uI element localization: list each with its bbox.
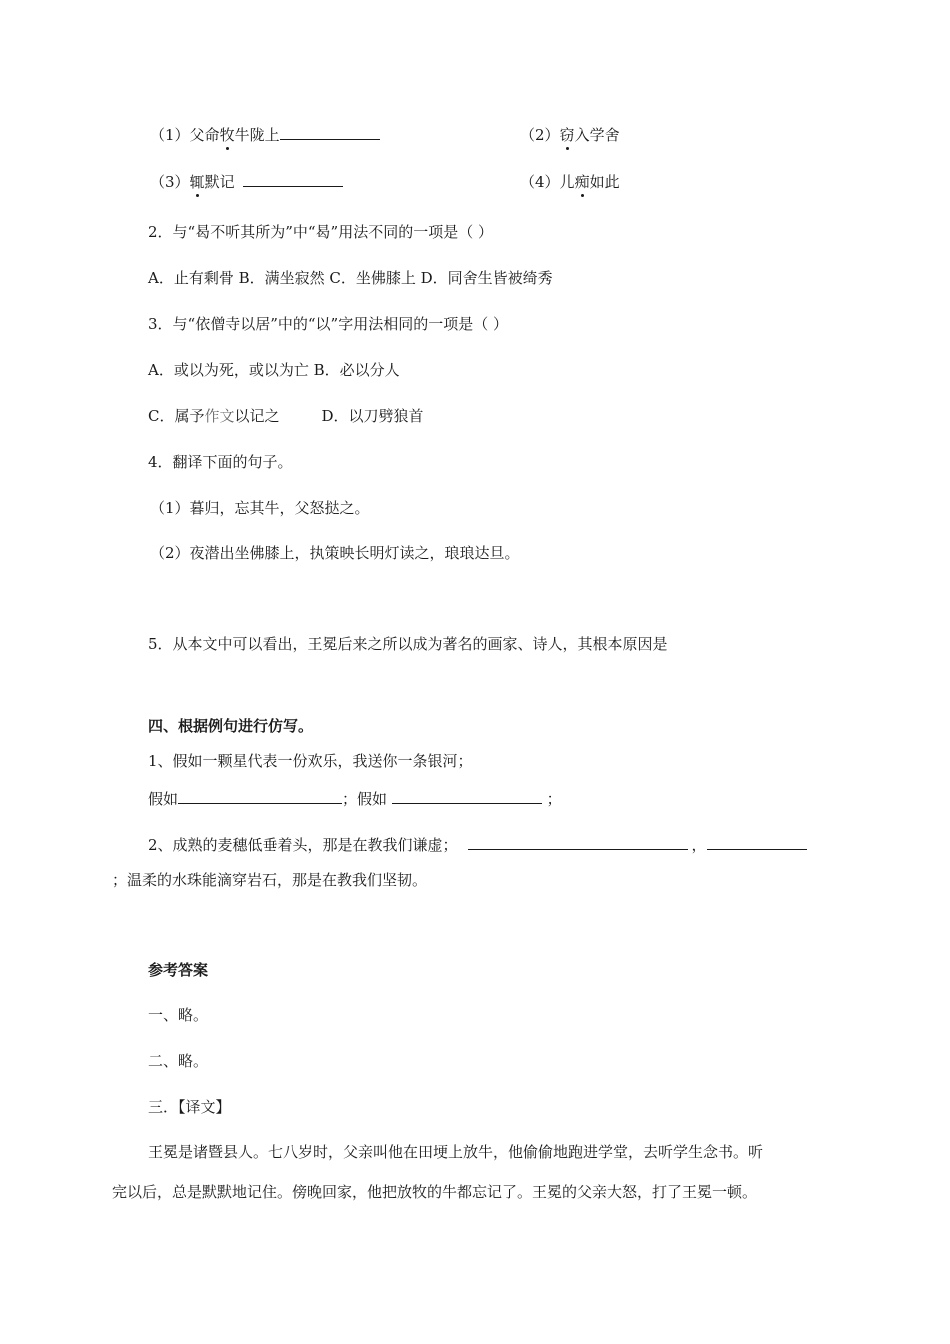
imitation-1-end: ； xyxy=(541,790,562,808)
example-2-text: 2、成熟的麦穗低垂着头，那是在教我们谦虚； xyxy=(148,836,458,854)
answers-title: 参考答案 xyxy=(148,961,209,979)
q1-item-4-dotted-char: 痴 xyxy=(574,173,590,191)
section4-example-1: 1、假如一颗星代表一份欢乐，我送你一条银河； xyxy=(148,752,473,770)
q4-stem: 4．翻译下面的句子。 xyxy=(148,453,293,471)
q1-item-3 xyxy=(150,172,343,192)
imitation-2-blank-b[interactable] xyxy=(707,835,807,850)
q1-item-4-pre: 儿 xyxy=(559,173,575,191)
section4-title: 四、根据例句进行仿写。 xyxy=(148,717,314,735)
q1-item-2-number: （2） xyxy=(520,126,560,144)
q3-option-c-grey: 作文 xyxy=(204,407,235,425)
q1-item-4 xyxy=(520,172,620,192)
q4-sentence-1: （1）暮归，忘其牛，父怒挞之。 xyxy=(150,499,370,517)
imitation-1-blank-a[interactable] xyxy=(178,789,342,804)
q1-item-1-number: （1） xyxy=(150,126,190,144)
q5-stem: 5．从本文中可以看出，王冕后来之所以成为著名的画家、诗人，其根本原因是 xyxy=(148,635,668,653)
imitation-1-blank-b[interactable] xyxy=(392,789,542,804)
section4-example-2 xyxy=(148,835,807,855)
q1-item-3-answer-blank[interactable] xyxy=(243,172,343,187)
q1-item-1-dotted-char: 牧 xyxy=(219,126,235,144)
q1-item-4-number: （4） xyxy=(520,173,560,191)
section4-example-2-continued: ；温柔的水珠能滴穿岩石，那是在教我们坚韧。 xyxy=(112,871,428,889)
answer-1: 一、略。 xyxy=(148,1006,209,1024)
q1-item-1-answer-blank[interactable] xyxy=(280,125,380,140)
q2-options: A．止有剩骨 B．满坐寂然 C．坐佛膝上 D．同舍生皆被绮秀 xyxy=(148,269,553,287)
q1-item-1 xyxy=(150,125,380,145)
q1-item-3-dotted-char: 辄 xyxy=(189,173,205,191)
q1-item-1-post: 牛陇上 xyxy=(234,126,280,144)
q3-options-ab: A．或以为死，或以为亡 B．必以分人 xyxy=(148,361,400,379)
example-2-comma: ， xyxy=(691,836,707,854)
translation-line-2: 完以后，总是默默地记住。傍晚回家，他把放牧的牛都忘记了。王冕的父亲大怒，打了王冕一顿。 xyxy=(112,1183,758,1201)
imitation-1-prefix: 假如 xyxy=(148,790,179,808)
answer-3-heading: 三．【译文】 xyxy=(148,1098,231,1116)
imitation-1-separator: ；假如 xyxy=(342,790,392,808)
q1-item-2-dotted-char: 窃 xyxy=(559,126,575,144)
q1-item-2-post: 入学舍 xyxy=(574,126,620,144)
q3-options-cd xyxy=(148,406,424,426)
translation-line-1: 王冕是诸暨县人。七八岁时，父亲叫他在田埂上放牛，他偷偷地跑进学堂，去听学生念书。听 xyxy=(148,1143,764,1161)
q1-item-2 xyxy=(520,125,620,145)
q3-stem: 3．与“依僧寺以居”中的“以”字用法相同的一项是（ ） xyxy=(148,315,508,333)
section4-imitation-1 xyxy=(148,789,562,809)
q1-item-4-post: 如此 xyxy=(589,173,620,191)
q1-item-3-number: （3） xyxy=(150,173,190,191)
q2-stem: 2．与“曷不听其所为”中“曷”用法不同的一项是（ ） xyxy=(148,223,493,241)
q4-sentence-2: （2）夜潜出坐佛膝上，执策映长明灯读之，琅琅达旦。 xyxy=(150,544,520,562)
q1-item-3-post: 默记 xyxy=(204,173,240,191)
q1-item-1-pre: 父命 xyxy=(189,126,220,144)
answer-2: 二、略。 xyxy=(148,1052,209,1070)
imitation-2-blank-a[interactable] xyxy=(468,835,688,850)
q3-option-d: D．以刀劈狼首 xyxy=(321,407,424,425)
q3-option-c-pre: C．属予 xyxy=(148,407,205,425)
q3-option-c-post: 以记之 xyxy=(234,407,280,425)
